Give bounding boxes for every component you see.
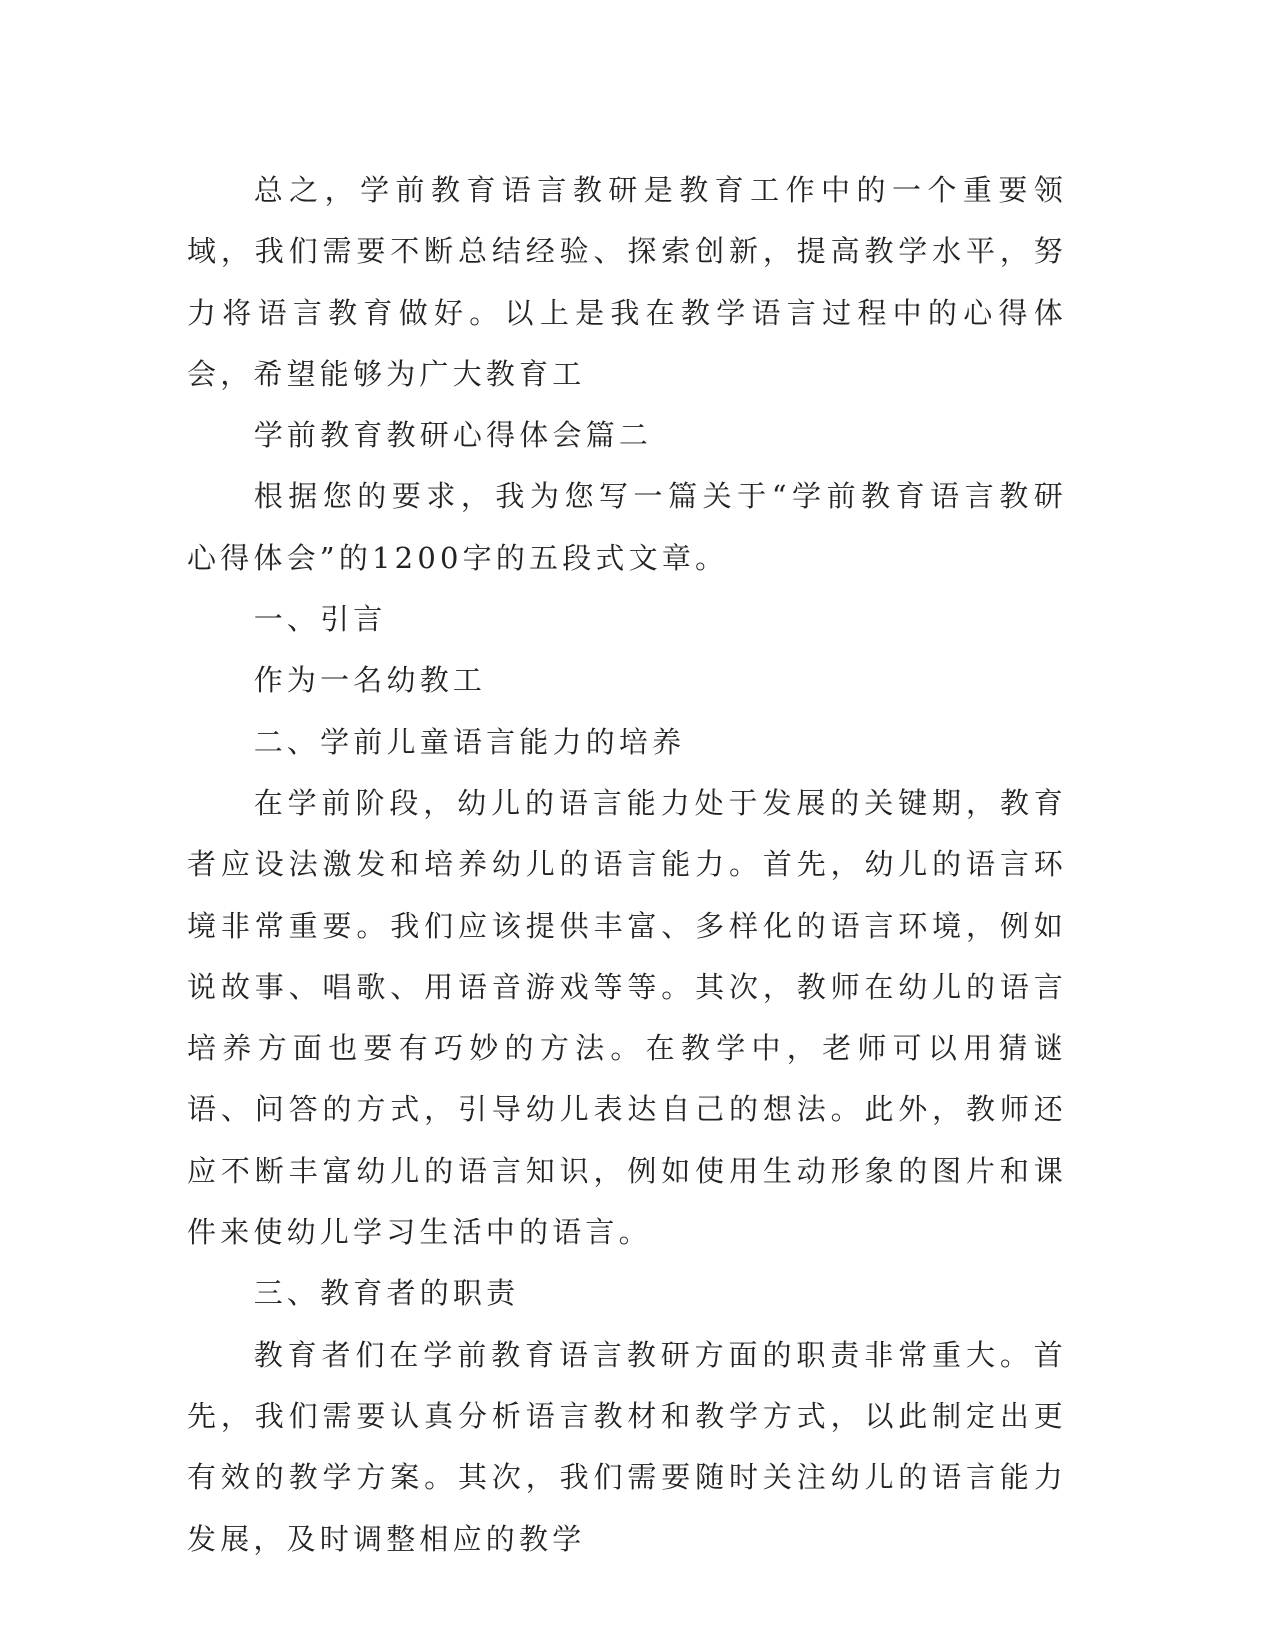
paragraph-language-ability: 在学前阶段，幼儿的语言能力处于发展的关键期，教育者应设法激发和培养幼儿的语言能力。首先，幼儿的语言环境非常重要。我们应该提供丰富、多样化的语言环境，例如说故事、唱歌、用语音游戏等等。其次，教师在幼儿的语言培养方面也要有巧妙的方法。在教学中，老师可以用猜谜语、问答的方式，引导幼儿表达自己的想法。此外，教师还应不断丰富幼儿的语言知识，例如使用生动形象的图片和课件来使幼儿学习生活中的语言。 xyxy=(187,785,1067,1250)
paragraph-conclusion: 总之，学前教育语言教研是教育工作中的一个重要领域，我们需要不断总结经验、探索创新，提高教学水平，努力将语言教育做好。以上是我在教学语言过程中的心得体会，希望能够为广大教育工 xyxy=(187,173,1067,391)
heading-introduction: 一、引言 xyxy=(253,602,387,637)
document-body xyxy=(187,160,1067,1570)
paragraph-educator-duties: 教育者们在学前教育语言教研方面的职责非常重大。首先，我们需要认真分析语言教材和教学方式，以此制定出更有效的教学方案。其次，我们需要随时关注幼儿的语言能力发展，及时调整相应的教学 xyxy=(187,1337,1067,1556)
heading-educator-duties: 三、教育者的职责 xyxy=(253,1276,520,1311)
heading-language-ability: 二、学前儿童语言能力的培养 xyxy=(253,724,686,759)
paragraph-intro-request: 根据您的要求，我为您写一篇关于“学前教育语言教研心得体会”的1200字的五段式文章。 xyxy=(187,479,1067,575)
paragraph-introduction: 作为一名幼教工 xyxy=(253,663,487,698)
section-title-part-two: 学前教育教研心得体会篇二 xyxy=(253,418,653,453)
